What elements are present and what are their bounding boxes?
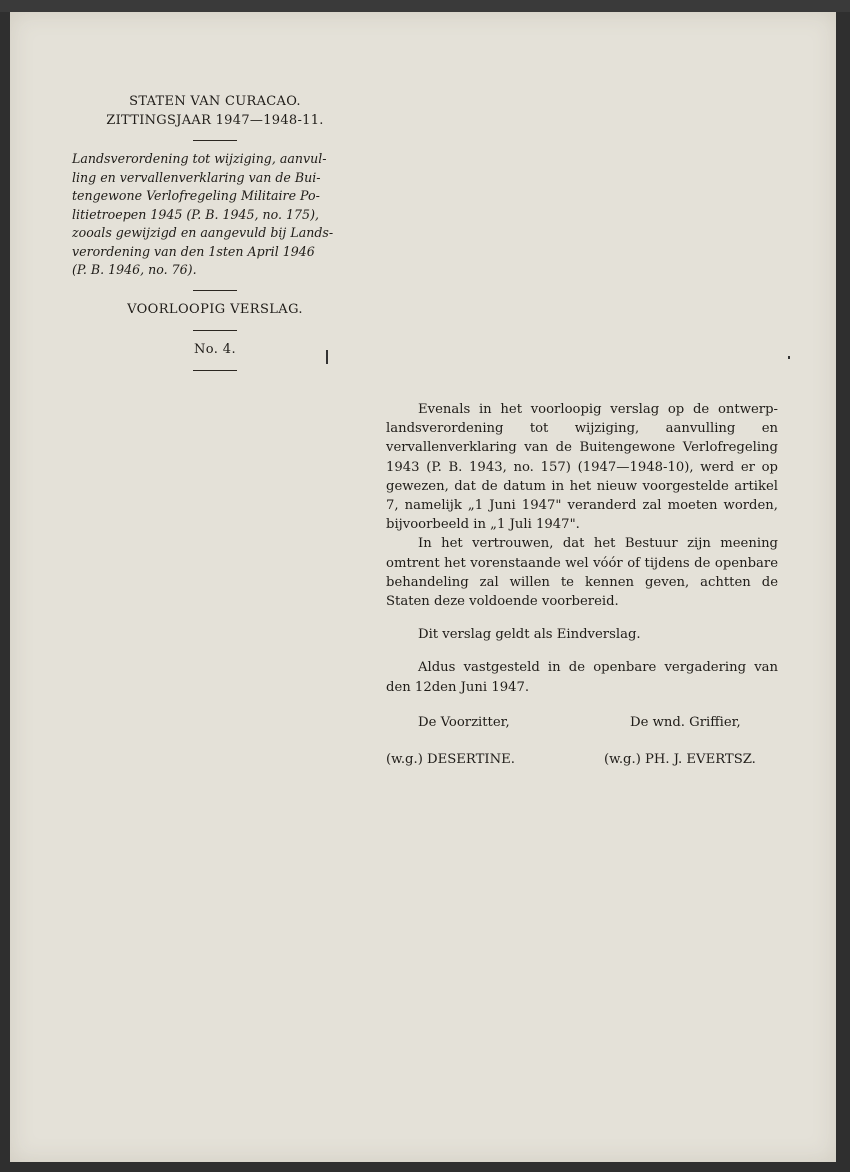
ordinance-title-line: Landsverordening tot wijziging, aanvul- <box>72 151 327 166</box>
ink-dot <box>788 356 790 359</box>
ink-mark <box>326 350 328 364</box>
ordinance-title-line: tengewone Verlofregeling Militaire Po- <box>72 188 320 203</box>
body-paragraph-4: Aldus vastgesteld in de openbare vergadering van den 12den Juni 1947. <box>386 660 778 695</box>
body-paragraph-3: Dit verslag geldt als Eindverslag. <box>418 627 641 643</box>
divider <box>193 370 237 371</box>
divider <box>193 290 237 291</box>
clerk-title: De wnd. Griffier, <box>630 714 741 730</box>
ordinance-title-line: (P. B. 1946, no. 76). <box>72 262 197 277</box>
divider <box>193 140 237 141</box>
ordinance-title-line: verordening van den 1sten April 1946 <box>72 243 315 259</box>
chair-title: De Voorzitter, <box>418 714 510 730</box>
right-column <box>386 400 778 770</box>
header-line-2: ZITTINGSJAAR 1947—1948-11. <box>106 113 324 128</box>
clerk-name: (w.g.) PH. J. EVERTSZ. <box>604 751 756 767</box>
signature-names <box>386 750 778 770</box>
body-paragraph-2: In het vertrouwen, dat het Bestuur zijn meening omtrent het vorenstaande wel vóór of tijdens de openbare behandeling zal willen te kennen geven, achtten de Staten deze voldoende voorbereid. <box>386 536 778 610</box>
signature-titles <box>386 713 778 733</box>
chair-name: (w.g.) DESERTINE. <box>386 751 515 767</box>
scan-border-top <box>0 0 850 12</box>
divider <box>193 330 237 331</box>
body-paragraph-1: Evenals in het voorloopig verslag op de ontwerp-landsverordening tot wijziging, aanvulling en vervallenverklaring van de Buitengewone Verlofregeling 1943 (P. B. 1943, no. 157) (1947—1948-10), werd er op gewezen, dat de datum in het nieuw voorgestelde artikel 7, namelijk „1 Juni 1947" veranderd zal moeten worden, bijvoorbeeld in „1 Juli 1947". <box>386 402 778 533</box>
ordinance-title-line: zooals gewijzigd en aangevuld bij Lands- <box>72 225 334 240</box>
header-line-1: STATEN VAN CURACAO. <box>129 94 301 109</box>
ordinance-title-line: ling en vervallenverklaring van de Bui- <box>72 169 321 185</box>
left-column <box>72 92 358 380</box>
report-type: VOORLOOPIG VERSLAG. <box>127 301 303 317</box>
ordinance-title <box>72 150 358 280</box>
report-number: No. 4. <box>193 341 237 357</box>
ordinance-title-line: litietroepen 1945 (P. B. 1945, no. 175), <box>72 206 319 222</box>
